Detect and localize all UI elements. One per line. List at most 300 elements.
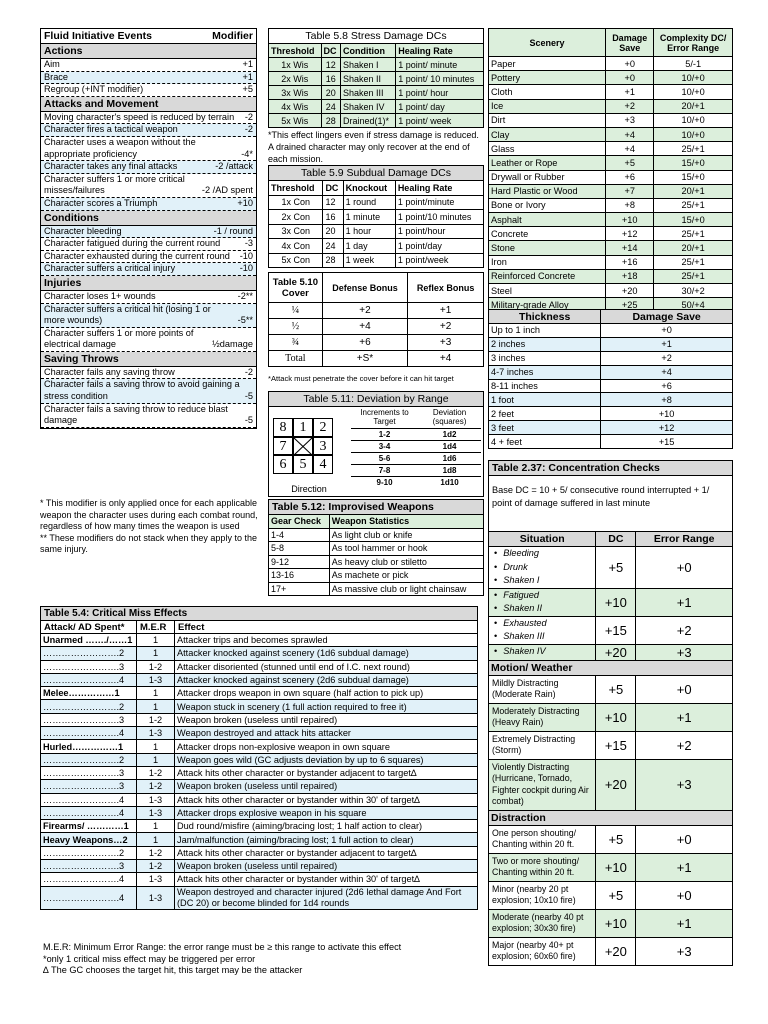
direction-label: Direction <box>291 484 327 494</box>
table-cell: 1 hour <box>343 224 395 239</box>
dc-cell: +10 <box>596 703 636 731</box>
table-row <box>489 881 732 909</box>
table-cell: As heavy club or stiletto <box>329 555 483 569</box>
table-cell: 1 point/minute <box>395 195 483 210</box>
table-cell: 5x Wis <box>269 114 322 128</box>
fluid-row-modifier: -4* <box>241 148 253 159</box>
concentration-base: Base DC = 10 + 5/ consecutive round interrupted + 1/ point of damage suffered in last minute <box>492 485 710 508</box>
table-row <box>269 542 484 556</box>
table-cell: 12 <box>323 195 343 210</box>
table-row <box>41 766 478 779</box>
mer-cell: 1 <box>137 753 175 766</box>
fluid-row-text: Character takes any final attacks <box>44 161 178 172</box>
table-cell: 7-8 <box>351 464 418 476</box>
scenery-save: +3 <box>606 113 654 127</box>
table-cell: 17+ <box>269 582 330 596</box>
effect-cell: Weapon stuck in scenery (1 full action required to free it) <box>175 700 478 713</box>
fluid-row-modifier: -1 / round <box>213 225 253 236</box>
scenery-name: Clay <box>489 127 606 141</box>
table-row <box>269 582 484 596</box>
table-cell: +3 <box>408 335 484 351</box>
table-row <box>41 780 478 793</box>
table-row <box>489 759 732 810</box>
table-row <box>269 195 484 210</box>
attack-cell: Unarmed ……./……1 <box>41 634 137 647</box>
table-cell: 4x Con <box>269 239 323 254</box>
attack-cell: …………………….2 <box>41 700 137 713</box>
scenery-name: Bone or Ivory <box>489 198 606 212</box>
table-cell: 20 <box>321 86 340 100</box>
scenery-complexity: 10/+0 <box>654 127 733 141</box>
thickness-save: +10 <box>601 407 733 421</box>
table-cell: +2 <box>408 319 484 335</box>
table-row <box>489 337 733 351</box>
effect-cell: Jam/malfunction (aiming/bracing lost; 1 full action to clear) <box>175 833 478 846</box>
fluid-row-modifier: -2 <box>244 124 253 135</box>
situation-cell: Mildly Distracting (Moderate Rain) <box>489 675 596 703</box>
scenery-complexity: 20/+1 <box>654 241 733 255</box>
scenery-save: +5 <box>606 156 654 170</box>
fluid-row-text: Character loses 1+ wounds <box>44 290 156 301</box>
fluid-row-modifier: +1 <box>242 59 253 69</box>
table-cell: 5-8 <box>269 542 330 556</box>
table-cell: +1 <box>408 303 484 319</box>
mer-cell: 1-2 <box>137 766 175 779</box>
table-row <box>41 727 478 740</box>
fluid-initiative-table <box>40 28 257 429</box>
thickness-save: +8 <box>601 393 733 407</box>
table-row <box>489 213 733 227</box>
critical-miss-notes <box>43 942 478 977</box>
bullet-item: • Exhausted <box>491 617 593 631</box>
fluid-notes <box>40 498 260 556</box>
table-row <box>41 740 478 753</box>
dc-cell: +10 <box>596 909 636 937</box>
scenery-complexity: 25/+1 <box>654 269 733 283</box>
scenery-save: +4 <box>606 142 654 156</box>
grid-cell: 8 <box>273 418 293 437</box>
fluid-row-text: Character suffers 1 or more critical misses/failures <box>44 173 185 196</box>
fluid-section-title: Injuries <box>41 276 256 291</box>
table-cell: ¾ <box>269 335 323 351</box>
fluid-row-text: Character scores a Triumph <box>44 197 158 208</box>
section-title: Distraction <box>489 810 732 825</box>
fluid-title: Fluid Initiative Events <box>44 30 152 42</box>
grid-cell: 4 <box>313 455 333 474</box>
table-header-row <box>269 181 484 196</box>
scenery-complexity: 10/+0 <box>654 113 733 127</box>
fluid-note: * This modifier is only applied once for each applicable weapon the character uses during each combat round, regardless of how many times the weapon is used <box>40 498 258 531</box>
table-cell: 1 point/ minute <box>396 58 484 72</box>
table-row <box>489 379 733 393</box>
situation-cell <box>489 644 596 660</box>
thickness-label: 8-11 inches <box>489 379 601 393</box>
fluid-row-modifier: -10 <box>239 250 253 261</box>
table-row <box>489 71 733 85</box>
table-row <box>489 675 732 703</box>
situation-cell: One person shouting/ Chanting within 20 ft. <box>489 825 596 853</box>
table-row <box>489 703 732 731</box>
table-cell: Total <box>269 351 323 367</box>
table-cell: 5x Con <box>269 253 323 268</box>
scenery-name: Concrete <box>489 227 606 241</box>
thickness-save: +15 <box>601 435 733 449</box>
table-header-row <box>269 515 484 529</box>
table-cell: As machete or pick <box>329 569 483 583</box>
table-cell: 1 day <box>343 239 395 254</box>
scenery-save: +1 <box>606 85 654 99</box>
table-cell: +4 <box>322 319 407 335</box>
fluid-row-text: Regroup (+INT modifier) <box>44 84 144 95</box>
table-cell: 1x Wis <box>269 58 322 72</box>
fluid-row <box>41 379 256 403</box>
attack-cell: Melee……………1 <box>41 687 137 700</box>
mer-cell: 1 <box>137 820 175 833</box>
table-cell: Shaken IV <box>341 100 396 114</box>
critical-miss-table <box>40 606 478 910</box>
cover-table-note: *Attack must penetrate the cover before it can hit target <box>268 374 454 383</box>
table-row <box>41 713 478 726</box>
dc-cell: +10 <box>596 853 636 881</box>
table-row <box>269 210 484 225</box>
grid-cell: 1 <box>293 418 313 437</box>
table-row <box>41 660 478 673</box>
thickness-save: +6 <box>601 379 733 393</box>
fluid-section-title: Saving Throws <box>41 352 256 367</box>
table-row <box>269 114 484 128</box>
fluid-row-text: Character fails a saving throw to avoid gaining a stress condition <box>44 379 240 402</box>
dc-cell: +15 <box>596 616 636 644</box>
fluid-section-title: Conditions <box>41 211 256 226</box>
effect-cell: Attacker drops explosive weapon in his square <box>175 806 478 819</box>
table-cell: 3x Con <box>269 224 323 239</box>
table-header-row <box>489 532 732 547</box>
table-cell: 24 <box>323 239 343 254</box>
thickness-label: 4-7 inches <box>489 365 601 379</box>
grid-cell: 7 <box>273 437 293 456</box>
fluid-section-title: Attacks and Movement <box>41 97 256 112</box>
thickness-label: 2 feet <box>489 407 601 421</box>
scenery-save: +18 <box>606 269 654 283</box>
mer-cell: 1-2 <box>137 780 175 793</box>
table-header-cell: Weapon Statistics <box>329 515 483 529</box>
bullet-list <box>491 589 593 616</box>
table-cell: 1 point/ hour <box>396 86 484 100</box>
bullet-item: • Shaken IV <box>491 645 593 659</box>
effect-cell: Attacker disoriented (stunned until end of I.C. next round) <box>175 660 478 673</box>
scenery-save: +10 <box>606 213 654 227</box>
table-row <box>41 700 478 713</box>
table-row <box>269 58 484 72</box>
fluid-row-modifier: +1 <box>242 71 253 82</box>
table-row <box>489 324 733 338</box>
table-header-cell: Increments to Target <box>360 407 409 426</box>
scenery-save: +16 <box>606 255 654 269</box>
mer-cell: 1 <box>137 634 175 647</box>
effect-cell: Weapon destroyed and attack hits attacker <box>175 727 478 740</box>
fluid-row <box>41 238 256 251</box>
table-row <box>489 241 733 255</box>
table-cell: 1 minute <box>343 210 395 225</box>
table-row <box>489 255 733 269</box>
attack-cell: …………………….4 <box>41 673 137 686</box>
error-range-cell: +1 <box>636 853 732 881</box>
dc-cell: +5 <box>596 825 636 853</box>
thickness-label: 3 inches <box>489 351 601 365</box>
attack-cell: …………………….2 <box>41 647 137 660</box>
effect-cell: Attacker trips and becomes sprawled <box>175 634 478 647</box>
fluid-row <box>41 226 256 239</box>
table-row <box>269 303 484 319</box>
table-row <box>489 284 733 298</box>
bullet-item: • Shaken II <box>491 602 593 616</box>
mer-cell: 1 <box>137 740 175 753</box>
table-cell: 1d8 <box>418 464 481 476</box>
table-cell: 1 point/hour <box>395 224 483 239</box>
table-row <box>489 85 733 99</box>
table-header-row <box>269 273 484 303</box>
table-header-cell: Condition <box>341 44 396 58</box>
fluid-row <box>41 328 256 352</box>
fluid-row-modifier: -5 <box>244 415 253 426</box>
table-row <box>489 156 733 170</box>
fluid-header <box>41 29 256 44</box>
table-cell: 1 point/10 minutes <box>395 210 483 225</box>
error-range-cell: +0 <box>636 881 732 909</box>
table-row <box>489 853 732 881</box>
table-row <box>269 351 484 367</box>
bullet-list <box>491 645 593 659</box>
table-header-row <box>489 29 733 57</box>
table-header-cell: M.E.R <box>137 621 175 634</box>
error-range-cell: +3 <box>636 759 732 810</box>
table-cell: 3-4 <box>351 440 418 452</box>
mer-cell: 1 <box>137 647 175 660</box>
thickness-table <box>488 309 733 449</box>
fluid-row-text: Character fires a tactical weapon <box>44 124 178 135</box>
table-cell: Shaken II <box>341 72 396 86</box>
situation-cell <box>489 616 596 644</box>
scenery-name: Hard Plastic or Wood <box>489 184 606 198</box>
table-header-cell: Thickness <box>489 310 601 324</box>
table-header-cell: Situation <box>489 532 596 547</box>
table-header-row <box>489 310 733 324</box>
dc-cell: +20 <box>596 937 636 965</box>
situation-cell: Extremely Distracting (Storm) <box>489 731 596 759</box>
fluid-row <box>41 124 256 137</box>
effect-cell: Attack hits other character or bystander adjacent to target∆ <box>175 766 478 779</box>
situation-cell: Moderately Distracting (Heavy Rain) <box>489 703 596 731</box>
table-cell: As light club or knife <box>329 528 483 542</box>
fluid-row-modifier: +10 <box>237 197 253 208</box>
effect-cell: Attacker knocked against scenery (2d6 subdual damage) <box>175 673 478 686</box>
grid-cell: 3 <box>313 437 333 456</box>
table-cell: 1-2 <box>351 428 418 440</box>
scenery-name: Iron <box>489 255 606 269</box>
table-cell: 1 round <box>343 195 395 210</box>
scenery-name: Glass <box>489 142 606 156</box>
table-row <box>489 407 733 421</box>
scenery-complexity: 25/+1 <box>654 227 733 241</box>
mer-cell: 1 <box>137 687 175 700</box>
table-header-cell: DC <box>321 44 340 58</box>
situation-cell: Violently Distracting (Hurricane, Tornado, Fighter cockpit during Air combat) <box>489 759 596 810</box>
mer-cell: 1 <box>137 833 175 846</box>
situation-cell: Two or more shouting/ Chanting within 20 ft. <box>489 853 596 881</box>
fluid-row-modifier: -10 <box>239 263 253 274</box>
scenery-name: Cloth <box>489 85 606 99</box>
table-header-cell: Defense Bonus <box>322 273 407 303</box>
scenery-complexity: 50/+4 <box>654 298 733 312</box>
section-title: Motion/ Weather <box>489 660 732 675</box>
attack-cell: …………………….3 <box>41 860 137 873</box>
scenery-name: Reinforced Concrete <box>489 269 606 283</box>
scenery-complexity: 25/+1 <box>654 198 733 212</box>
table-header-cell: Attack/ AD Spent* <box>41 621 137 634</box>
error-range-cell: +1 <box>636 588 732 616</box>
table-cell: Drained(1)* <box>341 114 396 128</box>
table-header-cell: Damage Save <box>601 310 733 324</box>
attack-cell: …………………….2 <box>41 753 137 766</box>
table-row <box>489 937 732 965</box>
scenery-complexity: 25/+1 <box>654 255 733 269</box>
fluid-row-modifier: -3 <box>244 238 253 249</box>
table-cell: +S* <box>322 351 407 367</box>
error-range-cell: +2 <box>636 731 732 759</box>
table-row <box>41 846 478 859</box>
table-header-cell: Healing Rate <box>396 44 484 58</box>
table-cell: 2x Wis <box>269 72 322 86</box>
mer-cell: 1-2 <box>137 660 175 673</box>
table-row <box>41 753 478 766</box>
scenery-complexity: 20/+1 <box>654 184 733 198</box>
fluid-row <box>41 84 256 97</box>
table-row <box>269 100 484 114</box>
fluid-row-text: Character fails a saving throw to reduce blast damage <box>44 403 228 426</box>
attack-cell: …………………….2 <box>41 846 137 859</box>
table-row <box>489 393 733 407</box>
fluid-row-text: Character fails any saving throw <box>44 366 175 377</box>
table-row <box>41 860 478 873</box>
dc-cell: +10 <box>596 588 636 616</box>
scenery-save: +6 <box>606 170 654 184</box>
table-cell: 1d6 <box>418 452 481 464</box>
scenery-save: +0 <box>606 71 654 85</box>
table-row <box>489 113 733 127</box>
deviation-direction-grid <box>273 418 333 474</box>
center-x-icon <box>293 437 313 456</box>
mer-cell: 1-3 <box>137 806 175 819</box>
attack-cell: Heavy Weapons…2 <box>41 833 137 846</box>
table-row <box>269 239 484 254</box>
critical-miss-title: Table 5.4: Critical Miss Effects <box>40 606 478 620</box>
error-range-cell: +3 <box>636 644 732 660</box>
mer-cell: 1-3 <box>137 673 175 686</box>
effect-cell: Attack hits other character or bystander within 30' of target∆ <box>175 873 478 886</box>
effect-cell: Weapon destroyed and character injured (2d6 lethal damage And Fort (DC 20) or become blinded for 1d4 rounds <box>175 886 478 909</box>
concentration-table <box>488 460 733 966</box>
fluid-row-modifier: ½damage <box>212 339 253 350</box>
error-range-cell: +1 <box>636 909 732 937</box>
table-row <box>489 170 733 184</box>
mer-cell: 1-2 <box>137 846 175 859</box>
scenery-complexity: 15/+0 <box>654 213 733 227</box>
stress-table-title: Table 5.8 Stress Damage DCs <box>268 28 484 43</box>
effect-cell: Attack hits other character or bystander within 30' of target∆ <box>175 793 478 806</box>
scenery-complexity: 5/-1 <box>654 57 733 71</box>
table-row <box>269 528 484 542</box>
table-row <box>269 72 484 86</box>
fluid-row-modifier: -2 <box>244 111 253 122</box>
table-row <box>269 86 484 100</box>
fluid-row-text: Character fatigued during the current round <box>44 238 221 249</box>
scenery-complexity: 20/+1 <box>654 99 733 113</box>
mer-cell: 1-2 <box>137 713 175 726</box>
attack-cell: …………………….4 <box>41 793 137 806</box>
table-header-cell: DC <box>323 181 343 196</box>
grid-cell: 6 <box>273 455 293 474</box>
thickness-label: 2 inches <box>489 337 601 351</box>
bullet-list <box>491 547 593 588</box>
table-row <box>351 440 481 452</box>
subdual-table-title: Table 5.9 Subdual Damage DCs <box>268 165 484 180</box>
thickness-label: 4 + feet <box>489 435 601 449</box>
table-row <box>41 673 478 686</box>
deviation-table-title: Table 5.11: Deviation by Range <box>269 392 483 407</box>
table-cell: +4 <box>408 351 484 367</box>
scenery-name: Leather or Rope <box>489 156 606 170</box>
scenery-save: +0 <box>606 57 654 71</box>
table-cell: 4x Wis <box>269 100 322 114</box>
table-row <box>41 873 478 886</box>
table-cell: 5-6 <box>351 452 418 464</box>
section-row <box>489 810 732 825</box>
table-cell: 3x Wis <box>269 86 322 100</box>
table-row <box>489 142 733 156</box>
thickness-label: 1 foot <box>489 393 601 407</box>
effect-cell: Weapon broken (useless until repaired) <box>175 860 478 873</box>
mer-cell: 1-3 <box>137 793 175 806</box>
table-header-cell: Threshold <box>269 181 323 196</box>
table-row <box>269 555 484 569</box>
table-cell: ¼ <box>269 303 323 319</box>
table-cell: As tool hammer or hook <box>329 542 483 556</box>
table-cell: Shaken III <box>341 86 396 100</box>
grid-cell: 5 <box>293 455 313 474</box>
error-range-cell: +0 <box>636 547 732 589</box>
effect-cell: Weapon goes wild (GC adjusts deviation by up to 6 squares) <box>175 753 478 766</box>
fluid-row <box>41 174 256 198</box>
fluid-row-modifier: -2** <box>237 290 253 301</box>
fluid-row-modifier: -2 <box>244 366 253 377</box>
fluid-body <box>41 44 256 428</box>
table-cell: 16 <box>323 210 343 225</box>
scenery-complexity: 15/+0 <box>654 156 733 170</box>
fluid-row-modifier: -2 /attack <box>215 161 253 172</box>
critical-miss-note: M.E.R: Minimum Error Range: the error range must be ≥ this range to activate this effect <box>43 942 402 952</box>
scenery-table <box>488 28 733 312</box>
fluid-row-text: Aim <box>44 59 60 69</box>
error-range-cell: +2 <box>636 616 732 644</box>
table-row <box>269 569 484 583</box>
table-row <box>41 806 478 819</box>
table-row <box>351 476 481 488</box>
fluid-row <box>41 251 256 264</box>
table-row <box>489 421 733 435</box>
fluid-row-modifier: -5 <box>244 391 253 402</box>
table-row <box>41 886 478 909</box>
table-header-row <box>351 406 481 428</box>
